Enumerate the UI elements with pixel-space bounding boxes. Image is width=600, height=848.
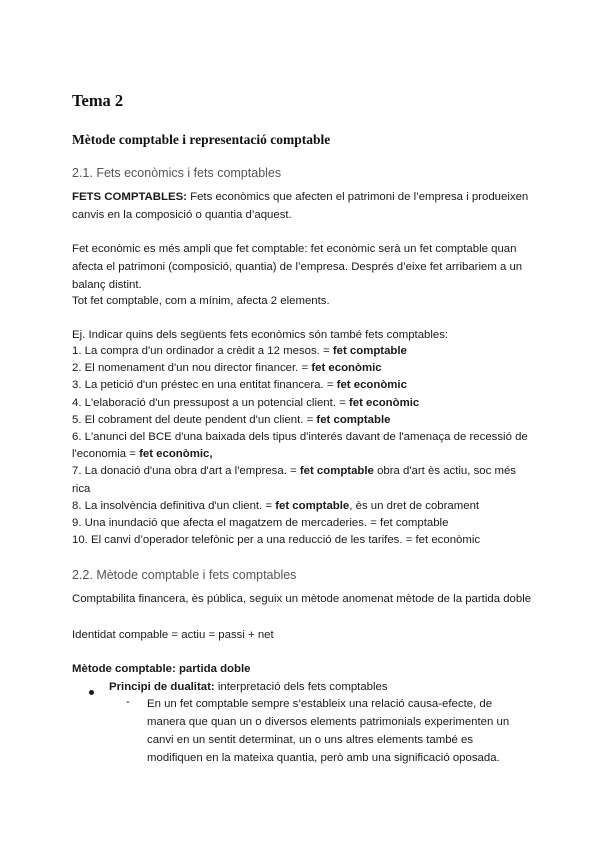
exercise-intro: Ej. Indicar quins dels següents fets econòmics són també fets comptables: [72, 329, 449, 341]
paragraph-double-entry: Comptabilita financera, ès pública, seguix un mètode anomenat mètode de la partida doble [72, 593, 532, 605]
definition-paragraph [72, 188, 534, 224]
paragraph-two-elements: Tot fet comptable, com a mínim, afecta 2 elements. [72, 295, 330, 307]
section-1-heading: 2.1. Fets econòmics i fets comptables [72, 166, 282, 180]
page-title: Tema 2 [72, 91, 124, 110]
list-item: 9. Una inundació que afecta el magatzem de mercaderies. = fet comptable [72, 516, 449, 529]
bullet-text: interpretació dels fets comptables [214, 681, 388, 693]
definition-text: Fets econòmics que afecten el patrimoni de l’empresa i produeixen canvis en la composició o quantia d’aquest. [72, 191, 529, 221]
list-item: 4. L'elaboració d'un pressupost a un potencial client. = fet econòmic [72, 396, 420, 409]
list-item: 5. El cobrament del deute pendent d'un client. = fet comptable [72, 413, 391, 426]
bullet-dot-icon [89, 690, 94, 695]
bullet-label: Principi de dualitat: [109, 681, 215, 693]
list-item: 6. L'anunci del BCE d'una baixada dels tipus d'interés davant de l'amenaça de recessió de l'economia = fet econòmic, [72, 430, 528, 461]
list-item: 8. La insolvència definitiva d'un client. = fet comptable, ès un dret de cobrament [72, 499, 480, 512]
dash-bullet: - [126, 696, 130, 708]
method-heading: Mètode comptable: partida doble [72, 663, 251, 675]
list-item: 1. La compra d'un ordinador a crèdit a 12 mesos. = fet comptable [72, 345, 407, 357]
list-item: 7. La donació d'una obra d'art a l'empresa. = fet comptable obra d'art ès actiu, soc més rica [72, 465, 516, 495]
list-item: 3. La petició d'un préstec en una entitat financera. = fet econòmic [72, 379, 407, 392]
exercise-list [72, 343, 534, 549]
accounting-identity: Identidat compable = actiu = passi + net [72, 629, 274, 641]
list-item: 2. El nomenament d'un nou director financer. = fet econòmic [72, 362, 382, 375]
paragraph-economic-vs-accounting: Fet econòmic es més ampli que fet comptable: fet econòmic serà un fet comptable quan afecta el patrimoni (composició, quantia) de l’empresa. Després d’eixe fet arribariem a un balanç distint. [72, 243, 523, 291]
definition-label: FETS COMPTABLES: [72, 191, 187, 203]
list-item: 10. El canvi d’operador telefònic per a una reducció de les tarifes. = fet econòmic [72, 534, 481, 547]
sub-bullet-text: En un fet comptable sempre s’estableix una relació causa-efecte, de manera que quan un o diversos elements patrimonials experimenten un canvi en un sentit determinat, un o uns altres elements també es modifiquen en la mateixa quantia, però amb una significació oposada. [147, 698, 510, 764]
page-subtitle: Mètode comptable i representació comptable [72, 132, 331, 147]
bullet-item-duality [109, 678, 388, 696]
section-2-heading: 2.2. Mètode comptable i fets comptables [72, 568, 297, 582]
